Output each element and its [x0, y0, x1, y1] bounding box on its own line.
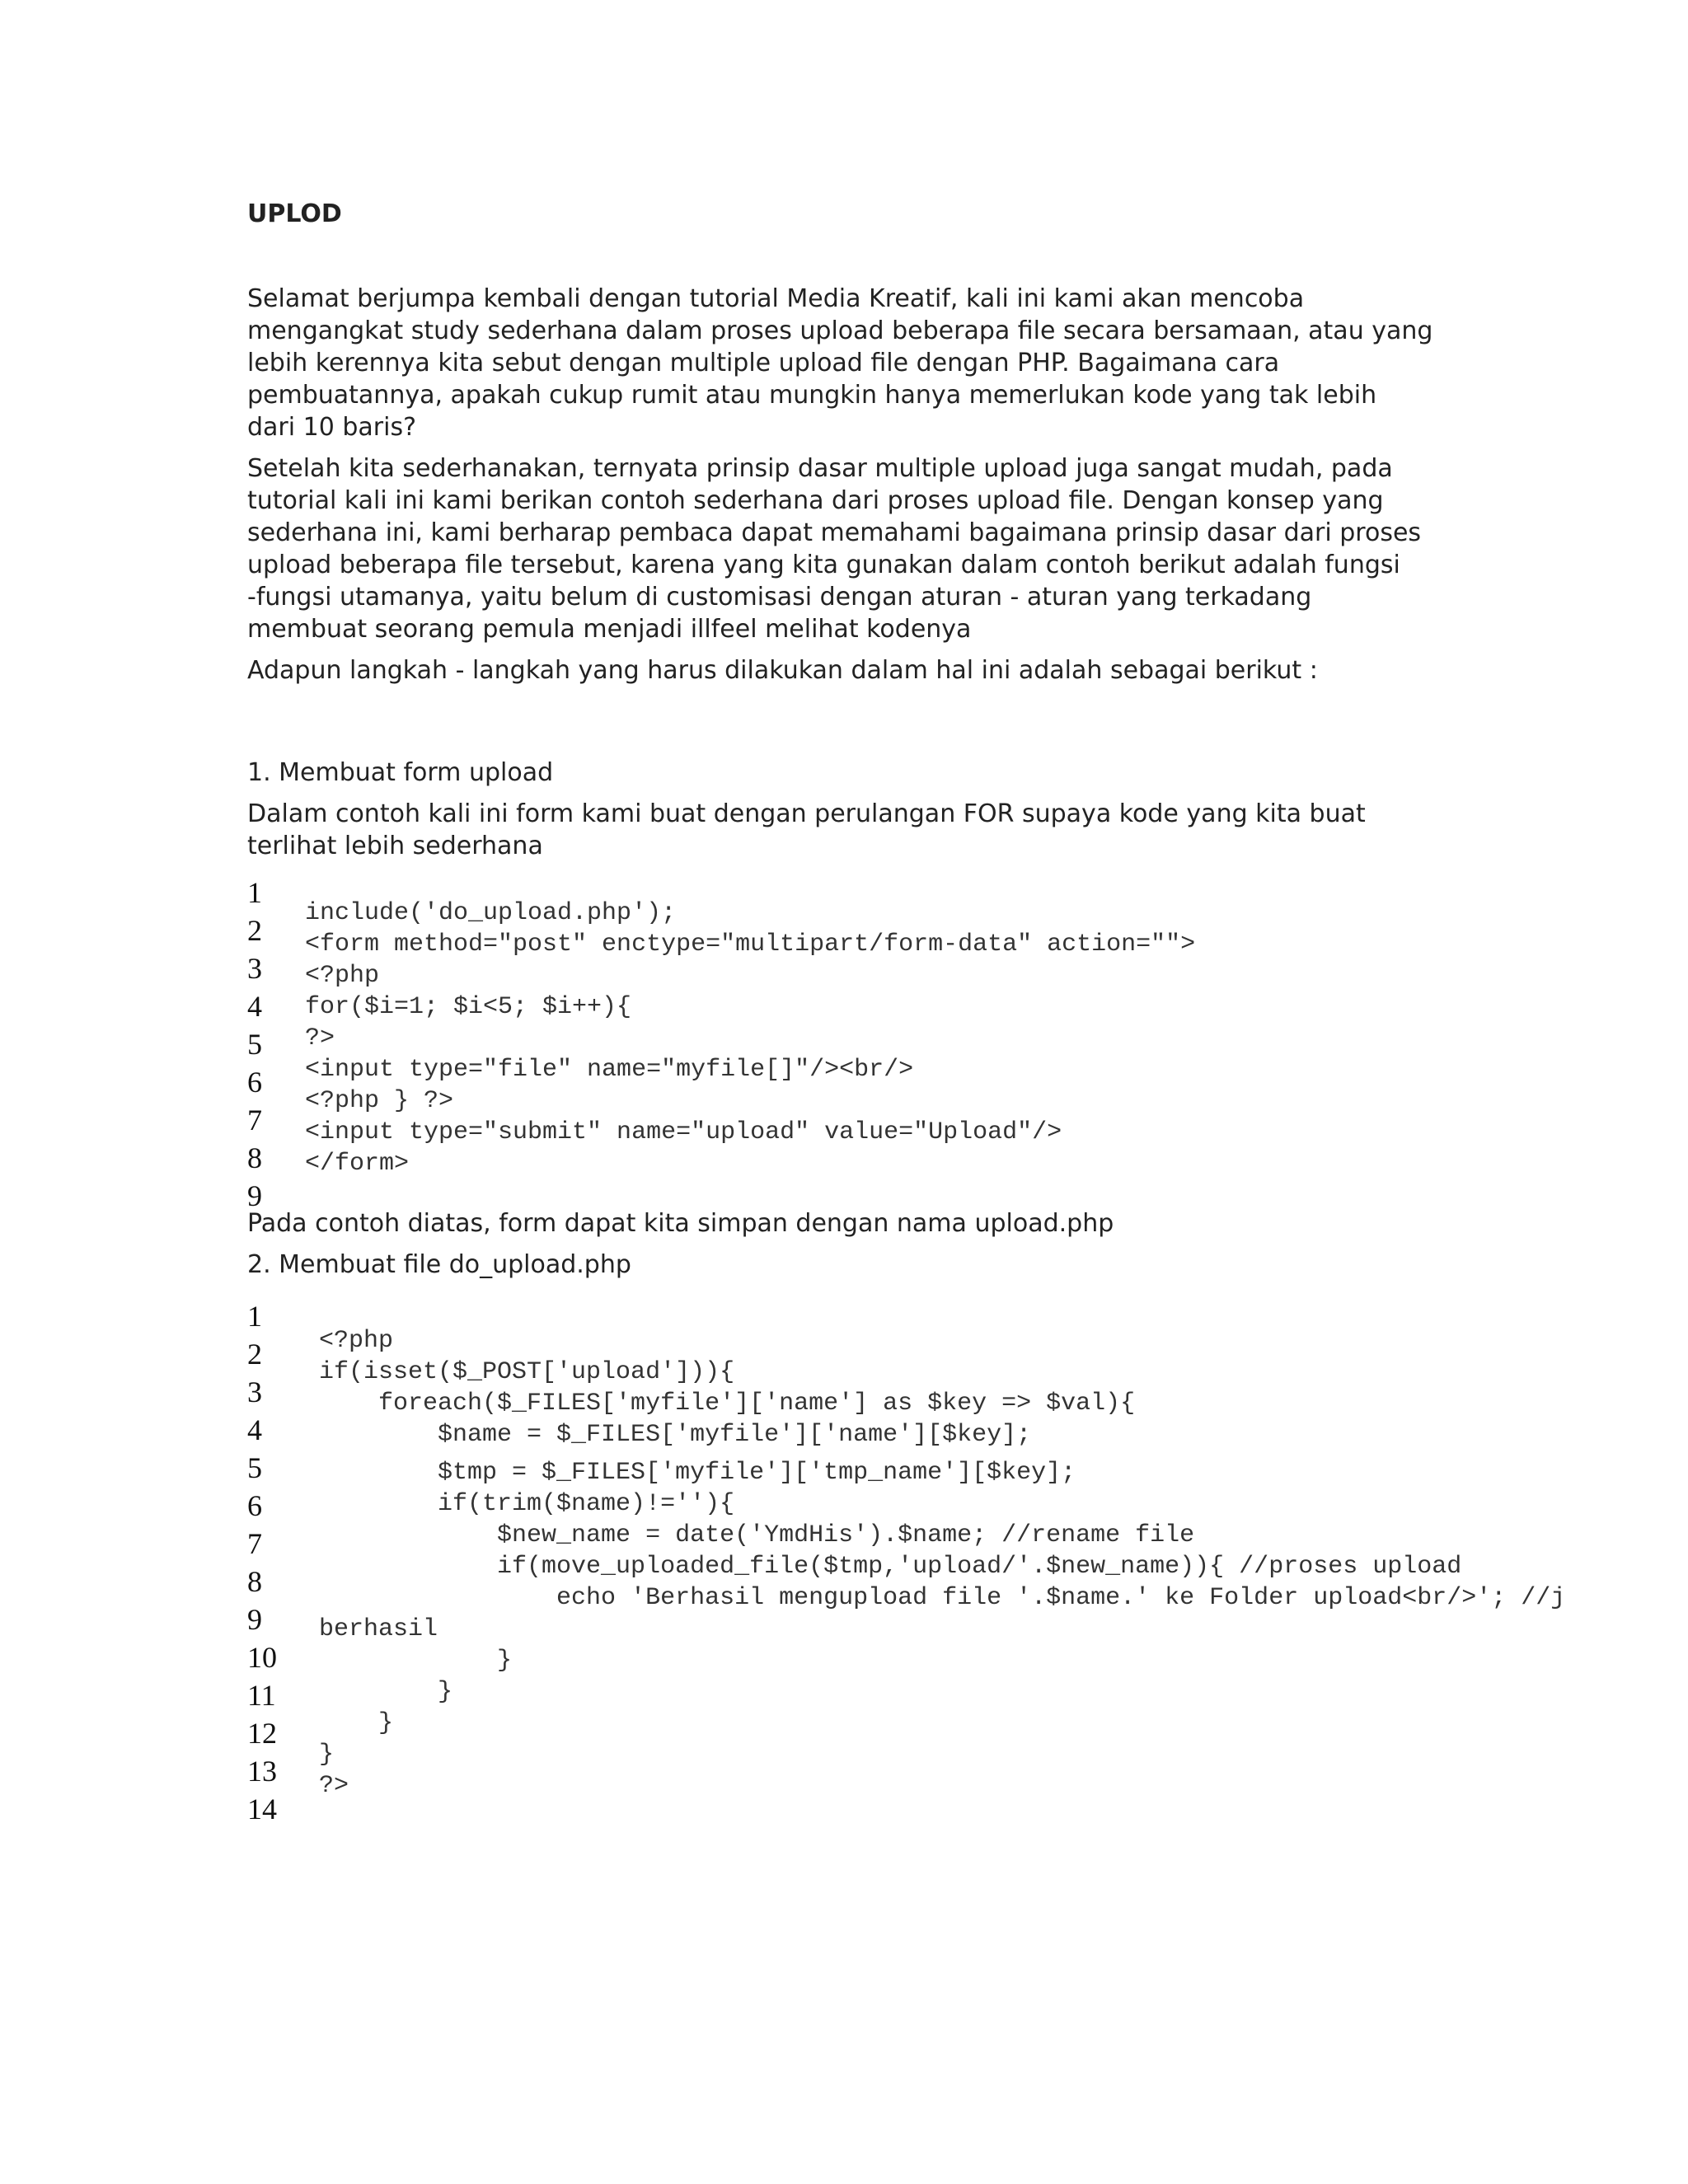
text-line: Adapun langkah - langkah yang harus dilakukan dalam hal ini adalah sebagai berikut :: [247, 656, 1318, 685]
text-line: 1. Membuat form upload: [247, 758, 554, 787]
text-line: upload beberapa file tersebut, karena yang kita gunakan dalam contoh berikut adalah fungsi: [247, 551, 1400, 579]
intro-paragraph: [247, 283, 1451, 443]
code-line: if(isset($_POST['upload'])){: [319, 1358, 735, 1386]
line-number: 6: [247, 1489, 262, 1522]
code-line: if(trim($name)!=''){: [319, 1490, 735, 1518]
code-block-form: [247, 874, 1681, 1220]
line-number: 2: [247, 914, 262, 947]
code-line: if(move_uploaded_file($tmp,'upload/'.$new_name)){ //proses upload: [319, 1553, 1462, 1581]
text-line: Selamat berjumpa kembali dengan tutorial Media Kreatif, kali ini kami akan mencoba: [247, 284, 1305, 313]
line-number: 1: [247, 876, 262, 909]
line-number: 14: [247, 1793, 277, 1825]
text-line: Pada contoh diatas, form dapat kita simpan dengan nama upload.php: [247, 1209, 1114, 1238]
line-numbers: [247, 874, 262, 1215]
code-line: }: [319, 1647, 513, 1675]
code-line: foreach($_FILES['myfile']['name'] as $key => $val){: [319, 1390, 1136, 1418]
line-number: 11: [247, 1679, 276, 1712]
code-line: <?php: [305, 962, 380, 990]
code-line: <input type="submit" name="upload" value="Upload"/>: [305, 1118, 1062, 1146]
code-line: }: [319, 1678, 453, 1706]
text-line: dari 10 baris?: [247, 413, 416, 442]
code-block-do-upload: [247, 1297, 1681, 1841]
code-line: ?>: [319, 1772, 349, 1800]
code-line: <input type="file" name="myfile[]"/><br/>: [305, 1056, 914, 1084]
code-line: echo 'Berhasil mengupload file '.$name.' ke Folder upload<br/>'; //j: [319, 1584, 1566, 1612]
second-paragraph: [247, 452, 1451, 645]
text-line: mengangkat study sederhana dalam proses upload beberapa file secara bersamaan, atau yang: [247, 316, 1433, 345]
code-line: for($i=1; $i<5; $i++){: [305, 993, 632, 1021]
line-number: 9: [247, 1603, 262, 1636]
text-line: tutorial kali ini kami berikan contoh sederhana dari proses upload file. Dengan konsep yang: [247, 486, 1384, 515]
step2-heading: [247, 1249, 1451, 1281]
text-line: Setelah kita sederhanakan, ternyata prinsip dasar multiple upload juga sangat mudah, pada: [247, 454, 1393, 483]
step1-description: [247, 798, 1451, 862]
line-numbers: [247, 1297, 277, 1828]
line-number: 3: [247, 952, 262, 985]
code-line: $tmp = $_FILES['myfile']['tmp_name'][$key];: [319, 1459, 1076, 1487]
code-line: }: [319, 1741, 335, 1769]
text-line: Dalam contoh kali ini form kami buat dengan perulangan FOR supaya kode yang kita buat: [247, 799, 1366, 828]
text-line: sederhana ini, kami berharap pembaca dapat memahami bagaimana prinsip dasar dari proses: [247, 518, 1422, 547]
code-line: <?php } ?>: [305, 1087, 454, 1115]
line-number: 10: [247, 1641, 277, 1674]
text-line: 2. Membuat file do_upload.php: [247, 1250, 631, 1279]
code-line: $new_name = date('YmdHis').$name; //rename file: [319, 1521, 1195, 1549]
line-number: 1: [247, 1300, 262, 1333]
text-line: terlihat lebih sederhana: [247, 832, 543, 860]
code-line: berhasil: [319, 1615, 438, 1643]
code-text: [319, 1325, 1565, 1802]
line-number: 13: [247, 1755, 277, 1788]
document-title: UPLOD: [247, 199, 342, 228]
line-number: 12: [247, 1717, 277, 1750]
third-paragraph: [247, 654, 1451, 687]
line-number: 2: [247, 1338, 262, 1371]
line-number: 5: [247, 1028, 262, 1061]
line-number: 7: [247, 1527, 262, 1560]
line-number: 7: [247, 1104, 262, 1137]
code-text: [305, 898, 1195, 1179]
line-number: 6: [247, 1066, 262, 1099]
text-line: lebih kerennya kita sebut dengan multiple upload file dengan PHP. Bagaimana cara: [247, 349, 1280, 377]
code-line: <form method="post" enctype="multipart/form-data" action="">: [305, 930, 1196, 958]
line-number: 4: [247, 990, 262, 1023]
after-code1-text: [247, 1207, 1451, 1240]
text-line: pembuatannya, apakah cukup rumit atau mungkin hanya memerlukan kode yang tak lebih: [247, 381, 1377, 410]
code-line: ?>: [305, 1024, 335, 1052]
line-number: 5: [247, 1451, 262, 1484]
step1-heading: [247, 757, 1451, 789]
code-line: <?php: [319, 1327, 394, 1355]
code-line: }: [319, 1709, 394, 1737]
code-line: include('do_upload.php');: [305, 899, 677, 927]
line-number: 9: [247, 1179, 262, 1212]
line-number: 8: [247, 1141, 262, 1174]
code-line: </form>: [305, 1150, 410, 1178]
line-number: 4: [247, 1413, 262, 1446]
text-line: -fungsi utamanya, yaitu belum di customisasi dengan aturan - aturan yang terkadang: [247, 583, 1312, 612]
code-line: $name = $_FILES['myfile']['name'][$key];: [319, 1421, 1032, 1449]
line-number: 8: [247, 1565, 262, 1598]
line-number: 3: [247, 1376, 262, 1408]
text-line: membuat seorang pemula menjadi illfeel melihat kodenya: [247, 615, 972, 644]
